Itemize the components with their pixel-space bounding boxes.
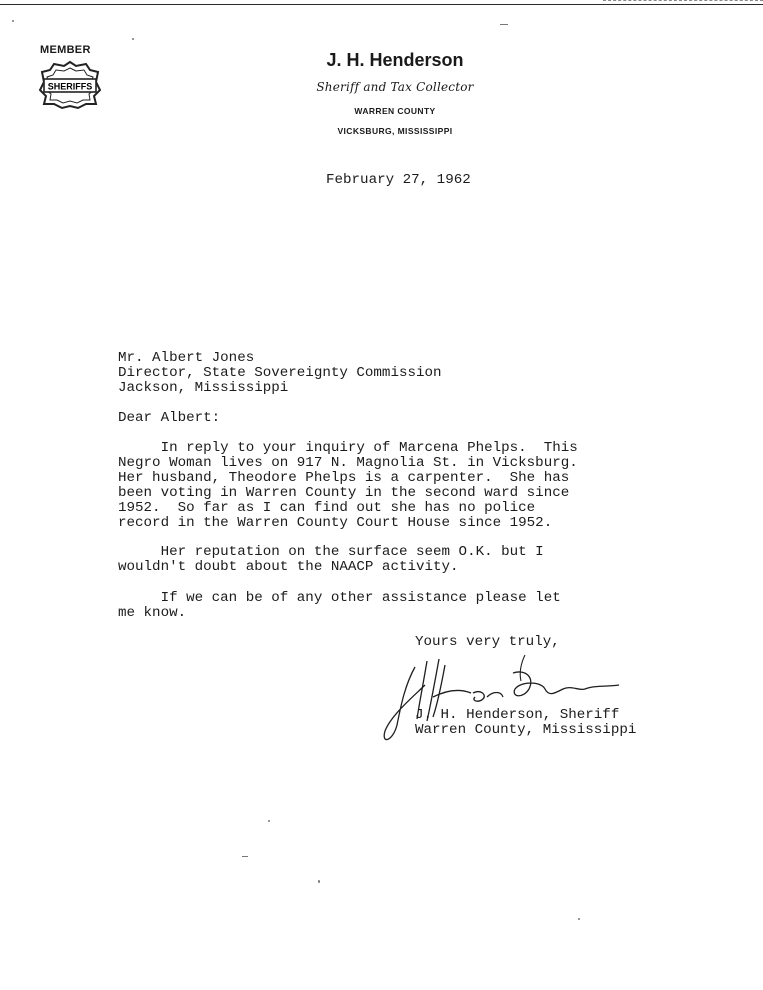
letterhead-county: WARREN COUNTY <box>354 106 436 116</box>
scan-speck <box>318 880 320 883</box>
letterhead-name: J. H. Henderson <box>326 50 464 70</box>
scan-speck <box>578 918 580 920</box>
paragraph-line: In reply to your inquiry of Marcena Phelps. This <box>118 440 578 456</box>
paragraph-line: Her reputation on the surface seem O.K. but I <box>118 544 544 560</box>
scan-speck <box>500 24 508 25</box>
paragraph-line: If we can be of any other assistance please let <box>118 590 561 606</box>
letterhead-title: Sheriff and Tax Collector <box>316 80 474 94</box>
member-label: MEMBER <box>40 44 91 56</box>
salutation: Dear Albert: <box>118 410 221 426</box>
paragraph-1 <box>118 441 578 531</box>
recipient-line: Director, State Sovereignty Commission <box>118 365 442 381</box>
signer-line: J. H. Henderson, Sheriff <box>415 707 620 723</box>
paragraph-line: me know. <box>118 605 187 621</box>
recipient-line: Jackson, Mississippi <box>118 380 289 396</box>
scan-speck <box>132 38 134 40</box>
scan-speck <box>268 820 270 822</box>
sheriffs-badge-icon <box>38 60 102 110</box>
paragraph-line: Her husband, Theodore Phelps is a carpenter. She has <box>118 470 570 486</box>
recipient-address <box>118 351 442 396</box>
signer-line: Warren County, Mississippi <box>415 722 637 738</box>
scan-speck <box>242 856 248 857</box>
letterhead-city: VICKSBURG, MISSISSIPPI <box>337 126 453 136</box>
paragraph-line: Negro Woman lives on 917 N. Magnolia St. in Vicksburg. <box>118 455 578 471</box>
scan-speck <box>12 20 14 22</box>
recipient-line: Mr. Albert Jones <box>118 350 255 366</box>
closing: Yours very truly, <box>415 634 560 650</box>
paragraph-line: wouldn't doubt about the NAACP activity. <box>118 559 459 575</box>
badge-text: SHERIFFS <box>47 81 93 92</box>
paragraph-line: been voting in Warren County in the second ward since <box>118 485 570 501</box>
paragraph-2 <box>118 545 544 575</box>
top-border-line <box>0 4 763 5</box>
signer-block <box>415 708 636 738</box>
paragraph-line: 1952. So far as I can find out she has no police <box>118 500 536 516</box>
paragraph-line: record in the Warren County Court House since 1952. <box>118 515 553 531</box>
paragraph-3 <box>118 591 561 621</box>
top-border-dots <box>603 0 763 1</box>
letter-date: February 27, 1962 <box>326 172 471 188</box>
